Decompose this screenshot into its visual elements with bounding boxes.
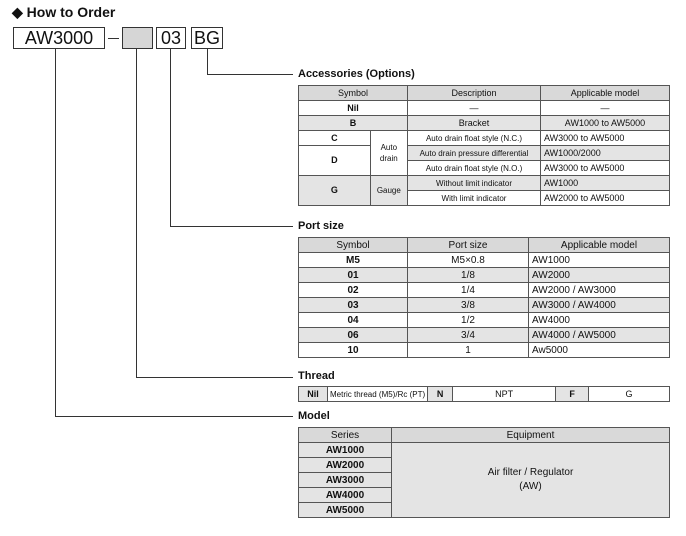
table-row: [299, 298, 670, 313]
accessories-title: Accessories (Options): [298, 68, 415, 80]
port-size-value: 3/8: [408, 298, 529, 313]
port-size-title: Port size: [298, 220, 344, 232]
model-series: AW1000: [299, 443, 392, 458]
acc-desc-c: Auto drain float style (N.C.): [408, 131, 541, 146]
model-equipment-line2: (AW): [519, 481, 542, 492]
acc-symbol-nil: Nil: [299, 101, 408, 116]
acc-group-gauge: Gauge: [370, 176, 407, 206]
table-row: [299, 328, 670, 343]
leader-model-h: [55, 416, 293, 417]
thread-title: Thread: [298, 370, 335, 382]
port-model: Aw5000: [529, 343, 670, 358]
port-model: AW4000: [529, 313, 670, 328]
model-equipment: [392, 443, 670, 518]
leader-model-v: [55, 49, 56, 416]
acc-group-auto-drain: Auto drain: [370, 131, 407, 176]
acc-header-model: Applicable model: [541, 86, 670, 101]
port-size-value: 1: [408, 343, 529, 358]
thread-symbol-nil: Nil: [299, 387, 328, 402]
acc-header-description: Description: [408, 86, 541, 101]
acc-desc-d1: Auto drain pressure differential: [408, 146, 541, 161]
model-header-equipment: Equipment: [392, 428, 670, 443]
acc-desc-d2: Auto drain float style (N.O.): [408, 161, 541, 176]
thread-table: [298, 386, 670, 402]
acc-model-g1: AW1000: [541, 176, 670, 191]
acc-model-c: AW3000 to AW5000: [541, 131, 670, 146]
thread-desc-n: NPT: [453, 387, 556, 402]
acc-symbol-c: C: [299, 131, 371, 146]
port-model: AW4000 / AW5000: [529, 328, 670, 343]
port-symbol: 04: [299, 313, 408, 328]
diamond-bullet-icon: ◆: [12, 4, 23, 20]
table-row: [299, 283, 670, 298]
leader-port-h: [170, 226, 293, 227]
leader-accessory-v: [207, 49, 208, 74]
model-series: AW4000: [299, 488, 392, 503]
how-to-order-heading: ◆ How to Order: [12, 4, 116, 20]
port-size-table: [298, 237, 670, 358]
port-symbol: 06: [299, 328, 408, 343]
port-symbol: 03: [299, 298, 408, 313]
model-series: AW5000: [299, 503, 392, 518]
leader-port-v: [170, 49, 171, 226]
acc-desc-g1: Without limit indicator: [408, 176, 541, 191]
port-model: AW2000 / AW3000: [529, 283, 670, 298]
thread-symbol-f: F: [556, 387, 589, 402]
model-series: AW3000: [299, 473, 392, 488]
port-model: AW1000: [529, 253, 670, 268]
code-dash: [108, 38, 119, 39]
acc-desc-g2: With limit indicator: [408, 191, 541, 206]
model-table: [298, 427, 670, 518]
port-symbol: 01: [299, 268, 408, 283]
port-size-value: 1/4: [408, 283, 529, 298]
acc-model-b: AW1000 to AW5000: [541, 116, 670, 131]
model-series: AW2000: [299, 458, 392, 473]
acc-model-d1: AW1000/2000: [541, 146, 670, 161]
table-row: [299, 268, 670, 283]
acc-header-symbol: Symbol: [299, 86, 408, 101]
port-model: AW3000 / AW4000: [529, 298, 670, 313]
acc-desc-nil: —: [408, 101, 541, 116]
acc-model-d2: AW3000 to AW5000: [541, 161, 670, 176]
acc-symbol-d: D: [299, 146, 371, 176]
port-symbol: 10: [299, 343, 408, 358]
port-symbol: M5: [299, 253, 408, 268]
port-symbol: 02: [299, 283, 408, 298]
acc-model-g2: AW2000 to AW5000: [541, 191, 670, 206]
code-accessory-box: BG: [191, 27, 223, 49]
port-size-value: 1/8: [408, 268, 529, 283]
acc-symbol-b: B: [299, 116, 408, 131]
port-header-model: Applicable model: [529, 238, 670, 253]
code-base-box: AW3000: [13, 27, 105, 49]
port-header-size: Port size: [408, 238, 529, 253]
code-port-box: 03: [156, 27, 186, 49]
code-thread-box: [122, 27, 153, 49]
port-size-value: 3/4: [408, 328, 529, 343]
accessories-table: [298, 85, 670, 206]
port-model: AW2000: [529, 268, 670, 283]
table-row: [299, 343, 670, 358]
port-size-value: 1/2: [408, 313, 529, 328]
acc-model-nil: —: [541, 101, 670, 116]
leader-thread-v: [136, 49, 137, 377]
leader-accessory-h: [207, 74, 293, 75]
acc-symbol-g: G: [299, 176, 371, 206]
leader-thread-h: [136, 377, 293, 378]
thread-desc-f: G: [589, 387, 670, 402]
model-title: Model: [298, 410, 330, 422]
thread-desc-nil: Metric thread (M5)/Rc (PT): [328, 387, 428, 402]
port-size-value: M5×0.8: [408, 253, 529, 268]
acc-desc-b: Bracket: [408, 116, 541, 131]
model-header-series: Series: [299, 428, 392, 443]
port-header-symbol: Symbol: [299, 238, 408, 253]
table-row: [299, 253, 670, 268]
thread-symbol-n: N: [428, 387, 453, 402]
table-row: [299, 313, 670, 328]
model-equipment-line1: Air filter / Regulator: [487, 467, 574, 478]
